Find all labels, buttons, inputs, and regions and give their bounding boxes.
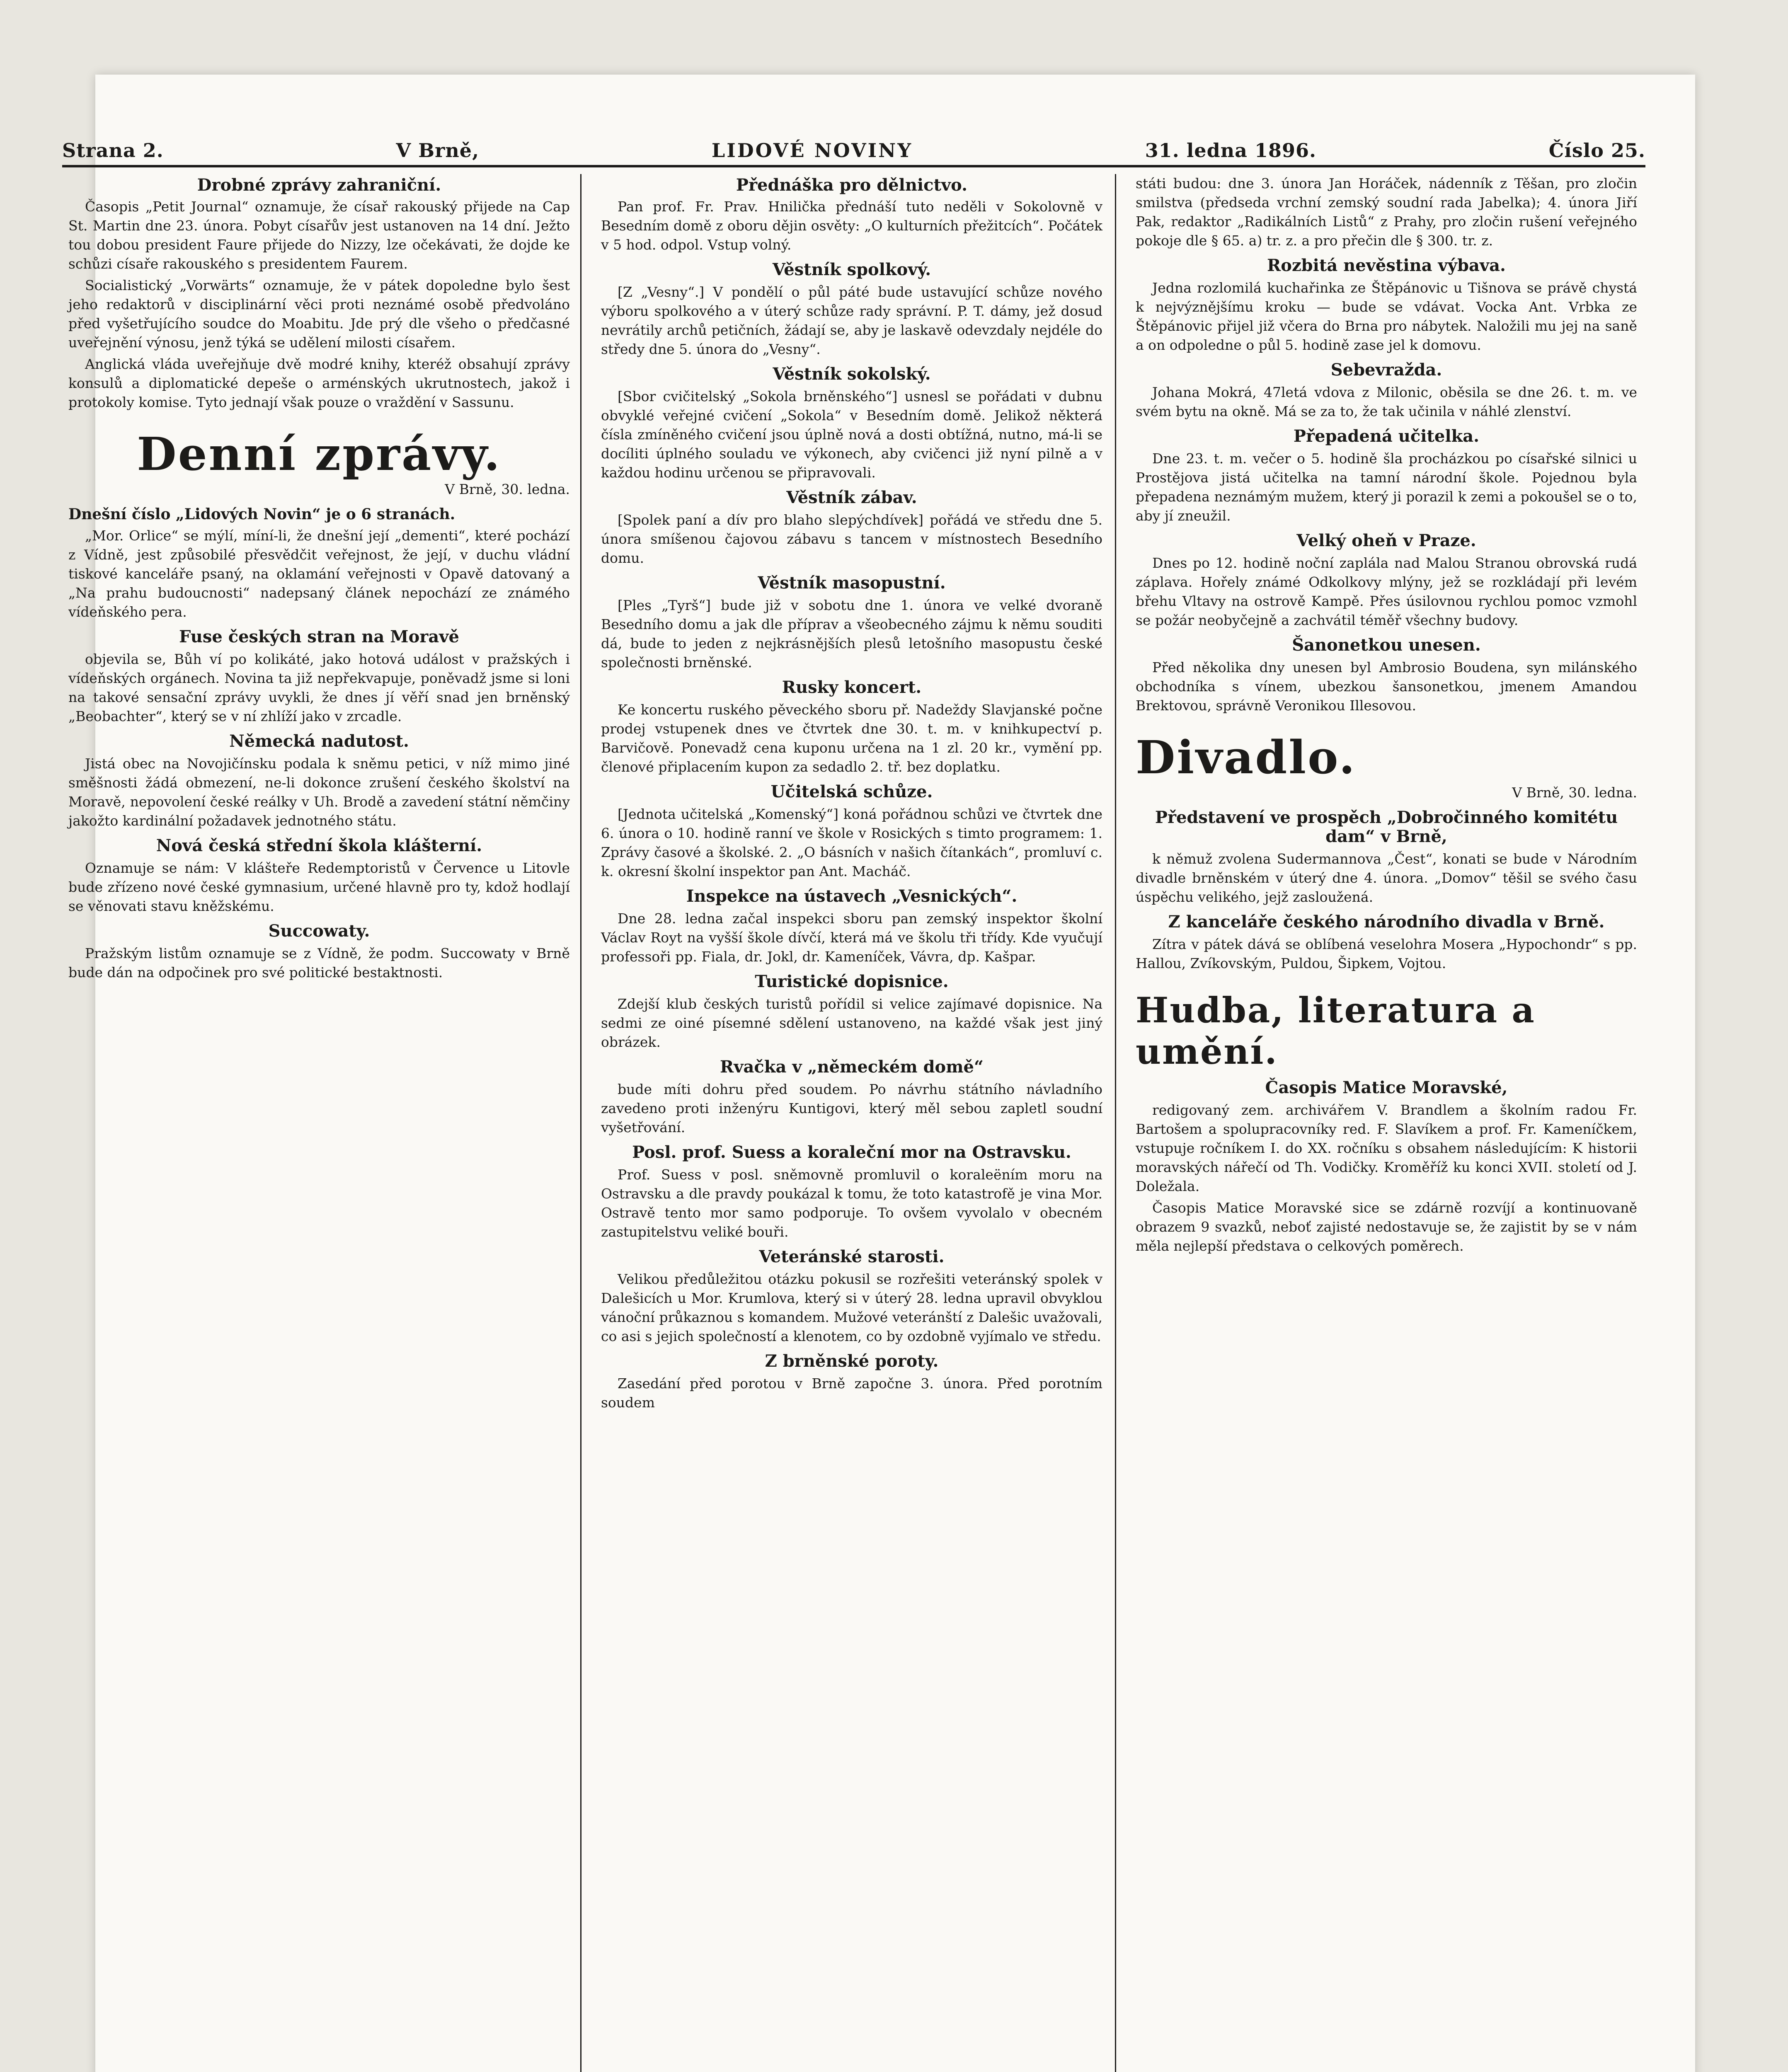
teachers-meeting-heading: Učitelská schůze.	[770, 782, 933, 801]
teacher-attack-heading: Přepadená učitelka.	[1293, 426, 1480, 446]
theatre-dateline: V Brně, 30. ledna.	[1512, 784, 1637, 801]
foreign-news-lead: Časopis „Petit Journal“ oznamuje, že císař rakouský přijede na Cap St. Martin dne 23. února. Pobyt císařův jest ustanoven na 14 dní. Ježto tou dobou president Faure přijede do Nizzy, lze očekávati, že dojde ke schůzi císaře rakouského s presidentem Faurem.	[68, 198, 570, 272]
sokol-heading: Věstník sokolský.	[773, 364, 931, 384]
column-1	[68, 174, 570, 985]
lecture-para: Pan prof. Fr. Prav. Hnilička přednáší tuto neděli v Sokolovně v Besedním domě z oboru dějin osvěty: „O kulturních přežitcích“. Počátek v 5 hod. odpol. Vstup volný.	[601, 198, 1102, 253]
society-heading: Věstník spolkový.	[772, 260, 931, 279]
column-rule-1	[580, 174, 581, 2072]
place-line: V Brně,	[396, 139, 480, 162]
theatre-office-para: Zítra v pátek dává se oblíbená veselohra Mosera „Hypochondr“ s pp. Hallou, Zvíkovským, Puldou, Šipkem, Vojtou.	[1136, 936, 1637, 971]
orlice-para: „Mor. Orlice“ se mýlí, míní-li, že dnešní její „dementi“, které pochází z Vídně, jest způsobilé přesvědčit veřejnost, že její, v duchu vládní tiskové kanceláře psaný, na oklamání veřejnosti v Opavě datovaný a „Na prahu budoucnosti“ nadepsaný článek nepochází ze známého vídeňského pera.	[68, 528, 570, 620]
entertainment-para: [Spolek paní a dív pro blaho slepýchdívek] pořádá ve středu dne 5. února smíšenou čajovou zábavu s tancem v místnostech Besedního domu.	[601, 512, 1102, 566]
succowaty-para: Pražským listům oznamuje se z Vídně, že podm. Succowaty v Brně bude dán na odpočinek pro své politické bestaktnosti.	[68, 945, 570, 980]
veterans-heading: Veteránské starosti.	[759, 1247, 945, 1266]
music-literature-heading: Hudba, literatura a umění.	[1136, 990, 1536, 1072]
german-arrogance-heading: Německá nadutost.	[229, 731, 409, 751]
trials-para: státi budou: dne 3. února Jan Horáček, nádenník z Těšan, pro zločin smilstva (předseda vrchní zemský soudní rada Jabelka); 4. února Jiří Pak, redaktor „Radikálních Listů“ z Prahy, pro zločin rušení veřejného pokoje dle § 65. a) tr. z. a pro přečin dle § 300. tr. z.	[1136, 175, 1637, 249]
column-3	[1136, 174, 1637, 1258]
trousseau-heading: Rozbitá nevěstina výbava.	[1267, 256, 1506, 275]
teachers-meeting-para: [Jednota učitelská „Komenský“] koná pořádnou schůzi ve čtvrtek dne 6. února o 10. hodině ranní ve škole v Rosických s timto programem: 1. Zprávy časové a školské. 2. „O básních v našich čítankách“, promluví c. k. okresní školní inspektor pan Ant. Macháč.	[601, 806, 1102, 879]
foreign-news-para: Anglická vláda uveřejňuje dvě modré knihy, kteréž obsahují zprávy konsulů a diplomatické depeše o arménských ukrutnostech, jakož i protokoly komise. Tyto jednají však pouze o vraždění v Sassunu.	[68, 356, 570, 410]
brawl-para: bude míti dohru před soudem. Po návrhu státního návladního zavedeno proti inženýru Kuntigovi, který měl sebou zapletl soudní vyšetřování.	[601, 1081, 1102, 1135]
trousseau-para: Jedna rozlomilá kuchařinka ze Štěpánovic u Tišnova se právě chystá k nejvýznějšímu kroku — bude se vdávat. Vocka Ant. Vrbka ze Štěpánovic přijel již včera do Brna pro nábytek. Naložili mu jej na saně a on odpoledne o půl 5. hodině zase jel k domovu.	[1136, 280, 1637, 353]
issue-date: 31. ledna 1896.	[1145, 139, 1317, 162]
lecture-heading: Přednáška pro dělnictvo.	[736, 175, 968, 195]
fusion-para: objevila se, Bůh ví po kolikáté, jako hotová událost v pražských i vídeňských orgánech. Novina ta již nepřekvapuje, poněvadž jsme si loni na takové sensační zprávy uvykli, že dnes jí věří snad jen brněnský „Beobachter“, který se v ní zhlíží jako v zrcadle.	[68, 651, 570, 724]
chansonette-heading: Šanonetkou unesen.	[1292, 635, 1481, 655]
concert-para: Ke koncertu ruského pěveckého sboru př. Nadeždy Slavjanské počne prodej vstupenek dnes ve čtvrtek dne 30. t. m. v knihkupectví p. Barvičově. Ponevadž cena kuponu určena na 1 zl. 20 kr., vymění pp. členové připlacením kupon za sedadlo 2. tř. bez doplatku.	[601, 702, 1102, 775]
suess-para: Prof. Suess v posl. sněmovně promluvil o koraleëním moru na Ostravsku a dle pravdy poukázal k tomu, že toto katastrofě je vina Mor. Ostravě tento mor samo podporuje. To ovšem vyvolalo v obecném zastupitelstvu veliké bouři.	[601, 1167, 1102, 1240]
column-2	[601, 174, 1102, 1415]
chansonette-para: Před několika dny unesen byl Ambrosio Boudena, syn milánského obchodníka s vínem, ubezkou šansonetkou, jmenem Amandou Brektovou, správně Veronikou Illesovou.	[1136, 659, 1637, 714]
inspection-para: Dne 28. ledna začal inspekci sboru pan zemský inspektor školní Václav Royt na vyšší škole dívčí, která má ve školu tři třídy. Kde vyučují professoři pp. Fiala, dr. Jokl, dr. Kameníček, Vávra, dp. Kašpar.	[601, 910, 1102, 965]
charity-heading: Představení ve prospěch „Dobročinného komitétu dam“ v Brně,	[1155, 808, 1618, 846]
inspection-heading: Inspekce na ústavech „Vesnických“.	[686, 886, 1018, 906]
theatre-heading: Divadlo.	[1136, 731, 1357, 784]
teacher-attack-para: Dne 23. t. m. večer o 5. hodině šla procházkou po císařské silnici u Prostějova jistá učitelka na tamní národní škole. Pojednou byla přepadena neznámým mužem, který ji porazil k zemi a pokoušel se o to, aby jí zneužil.	[1136, 450, 1637, 524]
brawl-heading: Rvačka v „německém domě“	[720, 1057, 984, 1077]
column-rule-2	[1115, 174, 1116, 2072]
page-number: Strana 2.	[62, 139, 164, 162]
jury-heading: Z brněnské poroty.	[765, 1351, 939, 1371]
masthead: LIDOVÉ NOVINY	[711, 139, 913, 162]
fusion-heading: Fuse českých stran na Moravě	[179, 627, 459, 646]
matice-para: redigovaný zem. archivářem V. Brandlem a školním radou Fr. Bartošem a spolupracovníky red. F. Slavíkem a prof. Fr. Kameníčkem, vstupuje ročníkem I. do XX. ročníku s obsahem následujícím: K historii moravských nářečí od Th. Vodičky. Kroměříž ku konci XVII. století od J. Doležala.	[1136, 1102, 1637, 1194]
issue-note: Dnešní číslo „Lidových Novin“ je o 6 stranách.	[68, 506, 455, 523]
theatre-office-heading: Z kanceláře českého národního divadla v Brně.	[1168, 912, 1605, 932]
monastery-school-heading: Nová česká střední škola klášterní.	[156, 836, 482, 855]
foreign-news-heading: Drobné zprávy zahraniční.	[197, 175, 441, 195]
jury-para: Zasedání před porotou v Brně započne 3. února. Před porotním soudem	[601, 1375, 1102, 1411]
page-header	[62, 124, 1645, 162]
entertainment-heading: Věstník zábav.	[786, 488, 917, 507]
matice-heading: Časopis Matice Moravské,	[1265, 1078, 1508, 1097]
prague-fire-heading: Velký oheň v Praze.	[1296, 531, 1476, 550]
suicide-para: Johana Mokrá, 47letá vdova z Milonic, oběsila se dne 26. t. m. ve svém bytu na okně. Má se za to, že tak učinila v náhlé zlenství.	[1136, 384, 1637, 419]
concert-heading: Rusky koncert.	[782, 678, 922, 697]
prague-fire-para: Dnes po 12. hodině noční zaplála nad Malou Stranou obrovská rudá záplava. Hořely známé Odkolkovy mlýny, jež se rozkládají při levém břehu Vltavy na ostrově Kampě. Přes úsilovnou rychlou pomoc vzmohl se požár neobyčejně a zachvátil téměř všechny budovy.	[1136, 555, 1637, 628]
veterans-para: Velikou předůležitou otázku pokusil se rozřešiti veteránský spolek v Dalešicích u Mor. Krumlova, který si v úterý 28. ledna upravil obvyklou vánoční průkaznou s komandem. Mužové veteránští z Dalešic uvažovali, co asi s jejich společností a klenotem, co by ozdobně vyjímalo ve středu.	[601, 1271, 1102, 1344]
german-arrogance-para: Jistá obec na Novojičínsku podala k sněmu petici, v níž mimo jiné směšnosti žádá obmezení, ne-li dokonce zrušení českého školství na Moravě, nepovolení české reálky v Uh. Brodě a zavedení státní němčiny jakožto kardinální požadavek jednotného státu.	[68, 755, 570, 829]
matice-para-2: Časopis Matice Moravské sice se zdárně rozvíjí a kontinuovaně obrazem 9 svazků, neboť zajisté nedostavuje se, že zajistit by se v nám měla nejlepší představa o celkových poměrech.	[1136, 1200, 1637, 1254]
carnival-para: [Ples „Tyrš“] bude již v sobotu dne 1. února ve velké dvoraně Besedního domu a jak dle příprav a všeobecného zájmu k němu souditi dá, bude to jeden z nejkrásnějších plesů letošního masopustu české společnosti brněnské.	[601, 597, 1102, 670]
postcards-para: Zdejší klub českých turistů pořídil si velice zajímavé dopisnice. Na sedmi ze oiné písemné sdělení ustanoveno, na každé však jest jiný obrázek.	[601, 996, 1102, 1050]
suess-heading: Posl. prof. Suess a koraleční mor na Ostravsku.	[632, 1143, 1071, 1162]
charity-para: k němuž zvolena Sudermannova „Čest“, konati se bude v Národním divadle brněnském v úterý dne 4. února. „Domov“ těšil se svého času úspěchu velikého, jejž zasloužená.	[1136, 851, 1637, 905]
postcards-heading: Turistické dopisnice.	[755, 972, 949, 991]
issue-number: Číslo 25.	[1548, 139, 1645, 162]
succowaty-heading: Succowaty.	[268, 921, 370, 941]
sokol-para: [Sbor cvičitelský „Sokola brněnského“] usnesl se pořádati v dubnu obvyklé veřejné cvičení „Sokola“ v Besedním domě. Jelikož některá čísla zmíněného cvičení jsou úplně nová a dosti obtížná, nutno, má-li se docíliti úplného souladu ve výkonech, aby cvičenci již nyní pilně a v každou hodinu určenou se připravovali.	[601, 388, 1102, 481]
society-para: [Z „Vesny“.] V pondělí o půl páté bude ustavující schůze nového výboru spolkového a v úterý schůze rady správní. P. T. dámy, jež dosud nevrátily archů petičních, žádají se, aby je laskavě odevzdaly nejdéle do středy dne 5. února do „Vesny“.	[601, 284, 1102, 357]
header-rule	[62, 165, 1645, 167]
daily-news-heading: Denní zprávy.	[137, 427, 502, 481]
carnival-heading: Věstník masopustní.	[758, 573, 946, 593]
monastery-school-para: Oznamuje se nám: V klášteře Redemptoristů v Července u Litovle bude zřízeno nové české gymnasium, určené hlavně pro ty, kdož hodlají se věnovati stavu kněžskému.	[68, 860, 570, 914]
suicide-heading: Sebevražda.	[1330, 360, 1442, 380]
foreign-news-para: Socialistický „Vorwärts“ oznamuje, že v pátek dopoledne bylo šest jeho redaktorů v disciplinární věci proti neznámé osobě předvoláno před vyšetřujícího soudce do Moabitu. Jde prý dle všeho o předčasné uveřejnění výnosu, jenž týká se udělení milosti císařem.	[68, 277, 570, 351]
daily-news-dateline: V Brně, 30. ledna.	[445, 481, 570, 497]
